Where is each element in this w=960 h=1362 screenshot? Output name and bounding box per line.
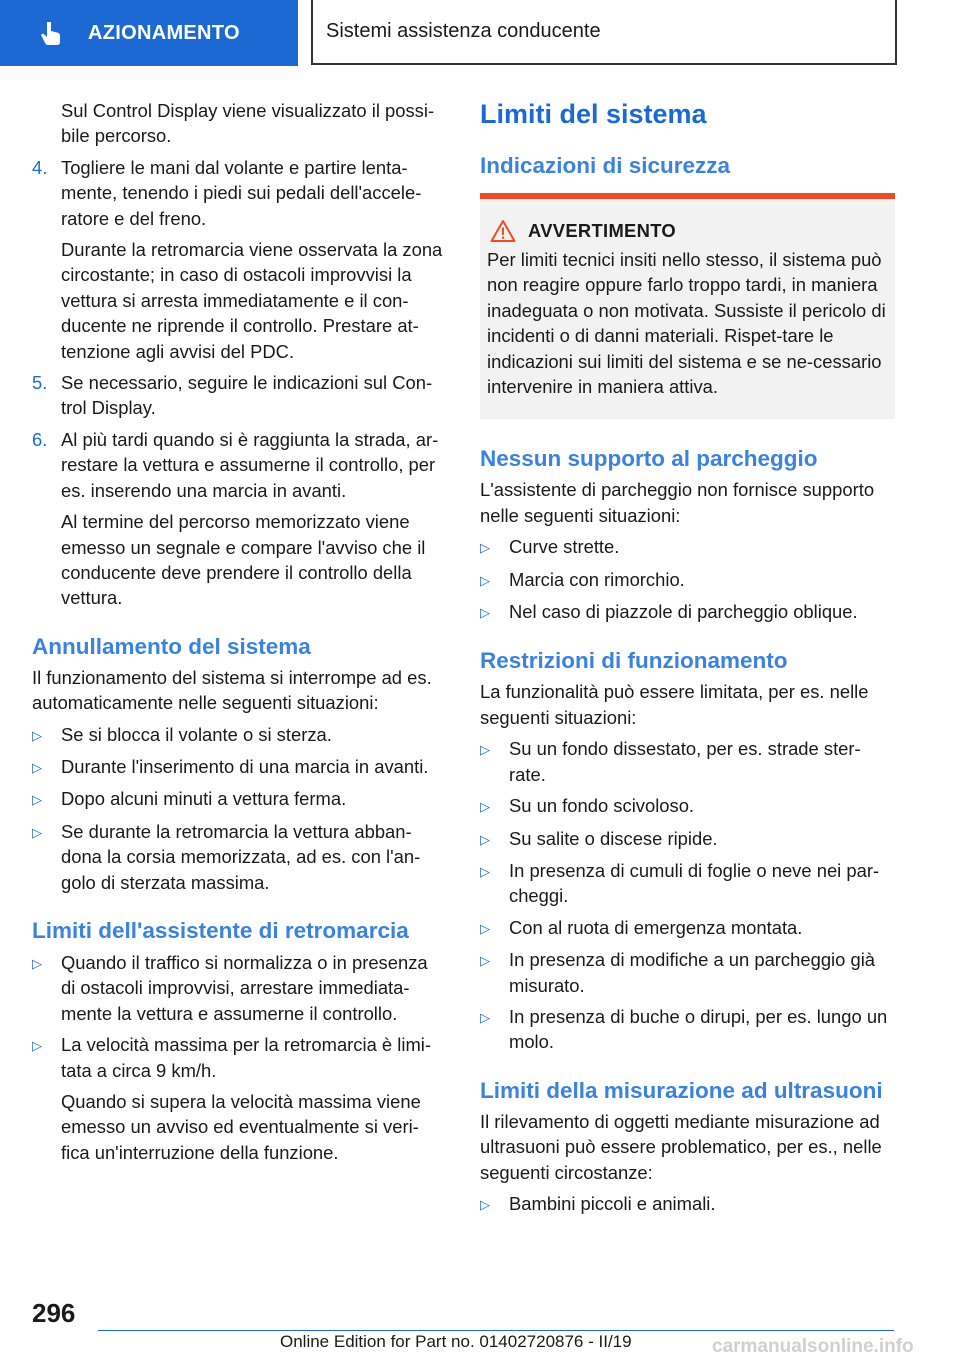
list-item: ▷ Bambini piccoli e animali.: [480, 1191, 895, 1217]
list-item: ▷ Con al ruota di emergenza montata.: [480, 915, 895, 941]
no-support-intro: L'assistente di parcheggio non fornisce supporto nelle seguenti situazioni:: [480, 479, 875, 526]
triangle-bullet-icon: ▷: [480, 831, 490, 847]
ultrasound-heading: Limiti della misurazione ad ultrasuoni: [480, 1077, 883, 1103]
triangle-bullet-icon: ▷: [32, 727, 42, 743]
restrictions-intro: La funzionalità può essere limitata, per es. nelle seguenti situazioni:: [480, 681, 869, 728]
triangle-bullet-icon: ▷: [480, 1009, 490, 1025]
triangle-bullet-icon: ▷: [480, 742, 490, 758]
list-item: ▷ In presenza di cumuli di foglie o neve nei par-cheggi.: [480, 858, 895, 909]
cancel-intro: Il funzionamento del sistema si interrompe ad es. automaticamente nelle seguenti situazioni:: [32, 666, 432, 714]
main-heading: Limiti del sistema: [480, 99, 707, 129]
triangle-bullet-icon: ▷: [32, 824, 42, 840]
step-text: Se necessario, seguire le indicazioni sul Con-trol Display.: [61, 372, 433, 419]
list-item: ▷ Se si blocca il volante o si sterza.: [32, 722, 447, 748]
triangle-bullet-icon: ▷: [480, 953, 490, 969]
list-item: ▷ Su un fondo scivoloso.: [480, 793, 895, 819]
triangle-bullet-icon: ▷: [480, 920, 490, 936]
step-number: 6.: [32, 428, 48, 450]
step-number: 5.: [32, 372, 48, 394]
footer-divider: [98, 1330, 894, 1331]
left-column: [32, 98, 447, 1165]
list-item: ▷ Quando il traffico si normalizza o in presenza di ostacoli improvvisi, arrestare immediata-mente la vettura e assumerne il controllo.: [32, 950, 447, 1026]
step-5: [32, 370, 447, 421]
page-number: 296: [32, 1298, 76, 1328]
hand-pointer-icon: [38, 19, 66, 47]
triangle-bullet-icon: ▷: [32, 759, 42, 775]
section-label: Sistemi assistenza conducente: [326, 20, 601, 42]
step-text: Al più tardi quando si è raggiunta la strada, ar-restare la vettura e assumerne il controllo, per es. inserendo una marcia in avanti.: [61, 428, 439, 501]
step-6: [32, 427, 447, 503]
edition-text: Online Edition for Part no. 01402720876 - II/19: [280, 1332, 632, 1351]
list-item: ▷ Dopo alcuni minuti a vettura ferma.: [32, 786, 447, 812]
right-column: [480, 98, 895, 1217]
limits-note: Quando si supera la velocità massima viene emesso un avviso ed eventualmente si veri-fica un'interruzione della funzione.: [61, 1091, 421, 1163]
triangle-bullet-icon: ▷: [32, 955, 42, 971]
watermark-text: carmanualsonline.info: [712, 1336, 914, 1357]
triangle-bullet-icon: ▷: [480, 540, 490, 556]
list-item: ▷ Su salite o discese ripide.: [480, 826, 895, 852]
list-item: ▷ In presenza di buche o dirupi, per es. lungo un molo.: [480, 1004, 895, 1055]
chapter-tab[interactable]: [0, 0, 298, 66]
triangle-bullet-icon: ▷: [480, 1196, 490, 1212]
warning-text: Per limiti tecnici insiti nello stesso, il sistema può non reagire oppure farlo troppo tardi, in maniera inadeguata o non motivata. Sussiste il pericolo di incidenti o di danni materiali. Rispet-tare le indicazioni sui limiti del sistema e se ne-cessario intervenire in maniera attiva.: [487, 249, 886, 398]
cancel-heading: Annullamento del sistema: [32, 633, 311, 659]
ultrasound-intro: Il rilevamento di oggetti mediante misurazione ad ultrasuoni può essere problematico, per es., nelle seguenti circostanze:: [480, 1110, 882, 1183]
list-item: ▷ Se durante la retromarcia la vettura abban-dona la corsia memorizzata, ad es. con l'an-golo di sterzata massima.: [32, 819, 447, 895]
triangle-bullet-icon: ▷: [480, 799, 490, 815]
warning-box: [480, 193, 895, 419]
warning-header: [487, 219, 888, 243]
list-item: ▷ In presenza di modifiche a un parcheggio già misurato.: [480, 947, 895, 998]
list-item: ▷ Nel caso di piazzole di parcheggio oblique.: [480, 599, 895, 625]
chapter-label: AZIONAMENTO: [88, 21, 240, 44]
warning-label: AVVERTIMENTO: [528, 220, 677, 241]
limits-heading: Limiti dell'assistente di retromarcia: [32, 917, 409, 943]
warning-triangle-icon: [490, 219, 516, 243]
safety-heading: Indicazioni di sicurezza: [480, 153, 731, 178]
step-number: 4.: [32, 156, 48, 178]
list-item: ▷ Marcia con rimorchio.: [480, 567, 895, 593]
intro-text: Sul Control Display viene visualizzato il possi-bile percorso.: [61, 100, 435, 147]
no-support-heading: Nessun supporto al parcheggio: [480, 446, 818, 472]
restrictions-heading: Restrizioni di funzionamento: [480, 648, 788, 674]
step-text: Togliere le mani dal volante e partire lenta-mente, tenendo i piedi sui pedali dell'accele-ratore e del freno.: [61, 156, 422, 229]
step-note: Al termine del percorso memorizzato viene emesso un segnale e compare l'avviso che il conducente deve prendere il controllo della vettura.: [61, 511, 426, 609]
triangle-bullet-icon: ▷: [32, 792, 42, 808]
triangle-bullet-icon: ▷: [480, 863, 490, 879]
triangle-bullet-icon: ▷: [480, 572, 490, 588]
page-header: [0, 0, 960, 66]
step-4: [32, 155, 447, 231]
list-item: ▷ Curve strette.: [480, 534, 895, 560]
triangle-bullet-icon: ▷: [480, 605, 490, 621]
triangle-bullet-icon: ▷: [32, 1038, 42, 1054]
list-item: ▷ Su un fondo dissestato, per es. strade ster-rate.: [480, 736, 895, 787]
list-item: ▷ Durante l'inserimento di una marcia in avanti.: [32, 754, 447, 780]
section-tab[interactable]: [311, 0, 897, 65]
list-item: ▷ La velocità massima per la retromarcia è limi-tata a circa 9 km/h.: [32, 1032, 447, 1083]
step-note: Durante la retromarcia viene osservata la zona circostante; in caso di ostacoli improvvisi la vettura si arresta immediatamente e il con-ducente ne riprende il controllo. Prestare at-tenzione agli avvisi del PDC.: [61, 239, 443, 362]
